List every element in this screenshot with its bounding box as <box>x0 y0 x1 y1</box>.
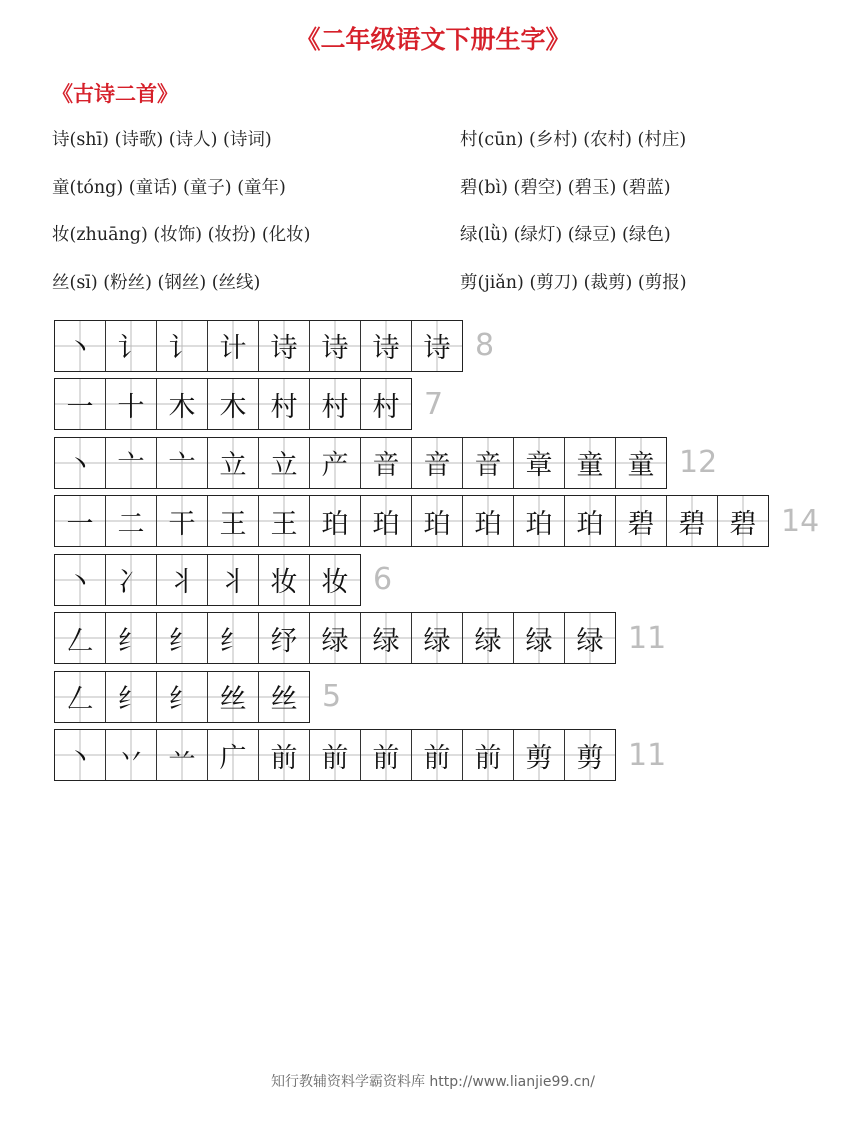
stroke-cell: 前 <box>360 730 411 780</box>
stroke-cell: 纟 <box>156 672 207 722</box>
stroke-count: 11 <box>628 620 667 656</box>
stroke-cell: 纾 <box>258 613 309 663</box>
stroke-cell: 诗 <box>309 321 360 371</box>
stroke-cell: 音 <box>462 438 513 488</box>
stroke-cell: 剪 <box>564 730 615 780</box>
stroke-cell: 𠃋 <box>55 672 105 722</box>
stroke-cell: 计 <box>207 321 258 371</box>
stroke-cell: 䒑 <box>156 730 207 780</box>
stroke-cell: 绿 <box>309 613 360 663</box>
page-title: 《二年级语文下册生字》 <box>295 25 571 54</box>
tianzige-grid <box>54 671 310 723</box>
stroke-cell: 珀 <box>411 496 462 546</box>
stroke-cell: 童 <box>615 438 666 488</box>
stroke-cell: 音 <box>360 438 411 488</box>
stroke-cell: 绿 <box>360 613 411 663</box>
tianzige-grid <box>54 729 616 781</box>
stroke-count: 7 <box>424 386 444 422</box>
stroke-cell: 珀 <box>462 496 513 546</box>
stroke-cell: 前 <box>462 730 513 780</box>
stroke-cell: 音 <box>411 438 462 488</box>
stroke-cell: 妆 <box>258 555 309 605</box>
stroke-cell: 丶 <box>55 438 105 488</box>
stroke-cell: 绿 <box>462 613 513 663</box>
stroke-cell: 丬 <box>156 555 207 605</box>
stroke-count: 14 <box>781 503 820 539</box>
vocab-entry-tong: 童(tóng) (童话) (童子) (童年) <box>52 177 286 198</box>
stroke-cell: 纟 <box>105 613 156 663</box>
stroke-count: 6 <box>373 562 393 597</box>
stroke-cell: 王 <box>258 496 309 546</box>
tianzige-grid <box>54 320 463 372</box>
stroke-cell: 村 <box>309 379 360 429</box>
stroke-cell: 珀 <box>564 496 615 546</box>
stroke-cell: 剪 <box>513 730 564 780</box>
footer-source: 知行教辅资料学霸资料库 http://www.lianjie99.cn/ <box>270 1074 596 1090</box>
stroke-row <box>54 670 819 723</box>
stroke-cell: 妆 <box>309 555 360 605</box>
stroke-cell: 木 <box>156 379 207 429</box>
stroke-cell: 丷 <box>105 730 156 780</box>
stroke-cell: 诗 <box>360 321 411 371</box>
stroke-cell: 纟 <box>207 613 258 663</box>
vocab-entry-si: 丝(sī) (粉丝) (钢丝) (丝线) <box>52 272 261 293</box>
stroke-cell: 𠃋 <box>55 613 105 663</box>
vocab-entry-zhuang: 妆(zhuāng) (妆饰) (妆扮) (化妆) <box>52 225 311 245</box>
stroke-cell: 村 <box>258 379 309 429</box>
stroke-cell: 讠 <box>105 321 156 371</box>
stroke-cell: 干 <box>156 496 207 546</box>
stroke-cell: 广 <box>207 730 258 780</box>
tianzige-grid <box>54 612 616 664</box>
stroke-cell: 前 <box>411 730 462 780</box>
stroke-count: 11 <box>628 737 667 773</box>
stroke-cell: 丶 <box>55 555 105 605</box>
stroke-row <box>54 319 819 372</box>
stroke-row <box>54 436 819 489</box>
stroke-cell: 亠 <box>105 438 156 488</box>
stroke-count: 12 <box>679 445 718 480</box>
stroke-cell: 亠 <box>156 438 207 488</box>
stroke-cell: 王 <box>207 496 258 546</box>
stroke-cell: 童 <box>564 438 615 488</box>
stroke-cell: 丶 <box>55 730 105 780</box>
stroke-count: 5 <box>322 679 342 714</box>
stroke-cell: 冫 <box>105 555 156 605</box>
stroke-cell: 碧 <box>666 496 717 546</box>
stroke-cell: 村 <box>360 379 411 429</box>
tianzige-grid <box>54 495 769 547</box>
stroke-cell: 珀 <box>513 496 564 546</box>
stroke-cell: 珀 <box>360 496 411 546</box>
stroke-row <box>54 378 819 431</box>
stroke-row <box>54 495 819 548</box>
stroke-row <box>54 553 819 606</box>
vocab-list <box>52 128 832 295</box>
stroke-cell: 丶 <box>55 321 105 371</box>
stroke-cell: 碧 <box>717 496 768 546</box>
stroke-cell: 前 <box>258 730 309 780</box>
vocab-entry-shi: 诗(shī) (诗歌) (诗人) (诗词) <box>52 130 272 150</box>
stroke-cell: 诗 <box>258 321 309 371</box>
stroke-row <box>54 612 819 665</box>
stroke-cell: 一 <box>55 379 105 429</box>
stroke-cell: 绿 <box>411 613 462 663</box>
vocab-entry-bi: 碧(bì) (碧空) (碧玉) (碧蓝) <box>460 177 671 198</box>
stroke-cell: 纟 <box>156 613 207 663</box>
stroke-cell: 立 <box>258 438 309 488</box>
stroke-cell: 木 <box>207 379 258 429</box>
stroke-cell: 珀 <box>309 496 360 546</box>
stroke-cell: 立 <box>207 438 258 488</box>
section-title: 《古诗二首》 <box>52 82 178 106</box>
stroke-cell: 诗 <box>411 321 462 371</box>
stroke-row <box>54 729 819 782</box>
stroke-cell: 二 <box>105 496 156 546</box>
stroke-cell: 丝 <box>207 672 258 722</box>
stroke-cell: 碧 <box>615 496 666 546</box>
vocab-entry-lv: 绿(lǜ) (绿灯) (绿豆) (绿色) <box>460 225 671 245</box>
stroke-cell: 丝 <box>258 672 309 722</box>
stroke-cell: 前 <box>309 730 360 780</box>
stroke-cell: 纟 <box>105 672 156 722</box>
stroke-cell: 产 <box>309 438 360 488</box>
tianzige-grid <box>54 554 361 606</box>
tianzige-grid <box>54 378 412 430</box>
tianzige-grid <box>54 437 667 489</box>
stroke-cell: 绿 <box>513 613 564 663</box>
stroke-cell: 章 <box>513 438 564 488</box>
stroke-cell: 丬 <box>207 555 258 605</box>
vocab-entry-cun: 村(cūn) (乡村) (农村) (村庄) <box>460 130 687 150</box>
stroke-cell: 讠 <box>156 321 207 371</box>
stroke-order-grids <box>54 319 819 787</box>
vocab-entry-jian: 剪(jiǎn) (剪刀) (裁剪) (剪报) <box>460 272 687 293</box>
stroke-cell: 绿 <box>564 613 615 663</box>
stroke-cell: 一 <box>55 496 105 546</box>
stroke-cell: 十 <box>105 379 156 429</box>
stroke-count: 8 <box>475 328 495 363</box>
